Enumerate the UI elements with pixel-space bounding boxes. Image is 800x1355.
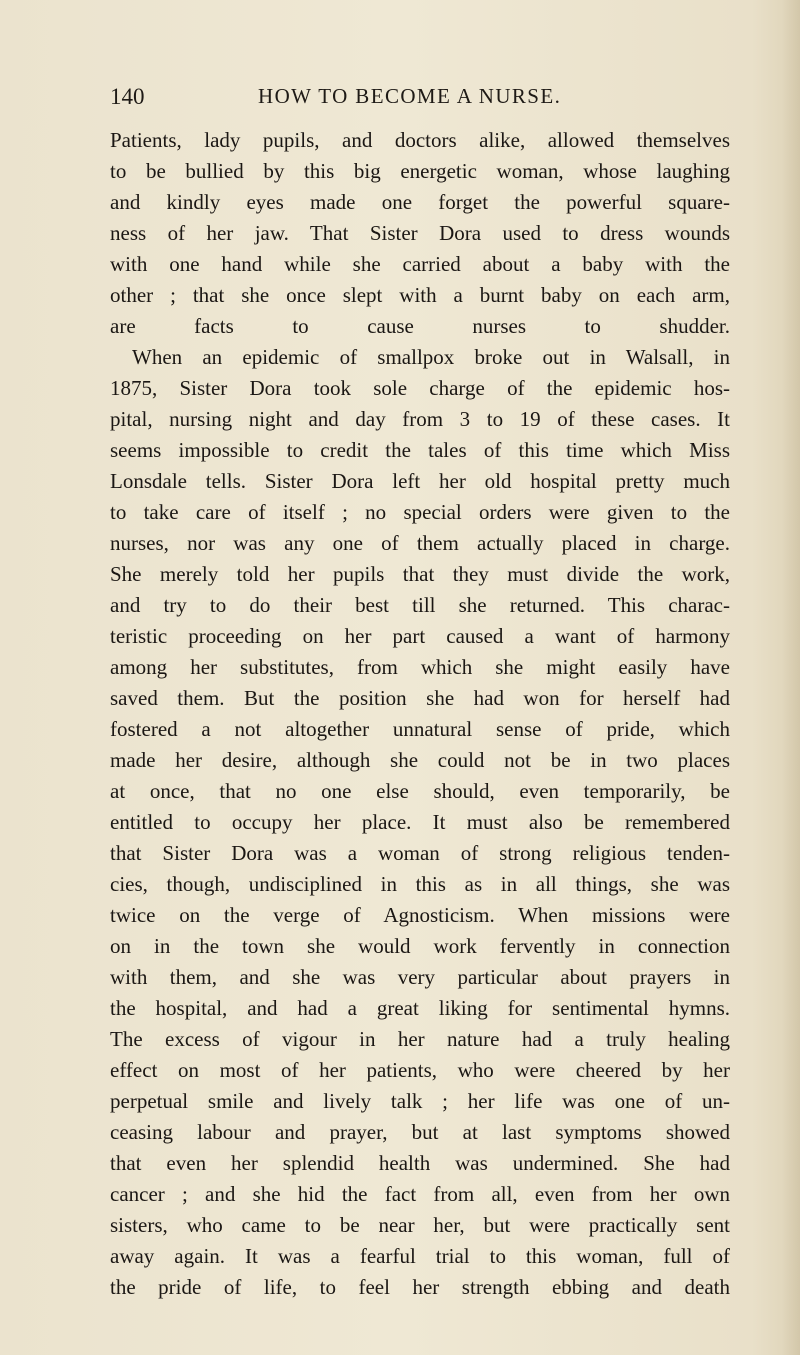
text-line: perpetual smile and lively talk ; her life was one of un- — [110, 1089, 730, 1113]
text-line: to take care of itself ; no special orders were given to the — [110, 500, 730, 524]
page-number: 140 — [110, 84, 145, 109]
text-line: on in the town she would work fervently in connection — [110, 934, 730, 958]
text-line: sisters, who came to be near her, but were practically sent — [110, 1213, 730, 1237]
text-line: that even her splendid health was undermined. She had — [110, 1151, 730, 1175]
text-line: Patients, lady pupils, and doctors alike, allowed themselves — [110, 128, 730, 152]
text-line: with one hand while she carried about a baby with the — [110, 252, 730, 276]
body-text — [110, 125, 730, 1303]
text-line: effect on most of her patients, who were cheered by her — [110, 1058, 730, 1082]
text-line: that Sister Dora was a woman of strong religious tenden- — [110, 841, 730, 865]
text-line: other ; that she once slept with a burnt baby on each arm, — [110, 283, 730, 307]
text-line: twice on the verge of Agnosticism. When missions were — [110, 903, 730, 927]
text-line: nurses, nor was any one of them actually placed in charge. — [110, 531, 730, 555]
text-line: cies, though, undisciplined in this as in all things, she was — [110, 872, 730, 896]
text-line: The excess of vigour in her nature had a truly healing — [110, 1027, 730, 1051]
text-line: pital, nursing night and day from 3 to 19 of these cases. It — [110, 407, 730, 431]
running-head: HOW TO BECOME A NURSE. — [258, 84, 562, 108]
text-line: to be bullied by this big energetic woman, whose laughing — [110, 159, 730, 183]
text-line: and kindly eyes made one forget the powerful square- — [110, 190, 730, 214]
text-line: are facts to cause nurses to shudder. — [110, 314, 730, 338]
text-line: at once, that no one else should, even temporarily, be — [110, 779, 730, 803]
text-line: among her substitutes, from which she might easily have — [110, 655, 730, 679]
text-line: made her desire, although she could not be in two places — [110, 748, 730, 772]
text-line: with them, and she was very particular about prayers in — [110, 965, 730, 989]
text-line: away again. It was a fearful trial to this woman, full of — [110, 1244, 730, 1268]
text-line: ness of her jaw. That Sister Dora used to dress wounds — [110, 221, 730, 245]
text-line: seems impossible to credit the tales of this time which Miss — [110, 438, 730, 462]
text-line: 1875, Sister Dora took sole charge of the epidemic hos- — [110, 376, 730, 400]
page-edge-shadow — [782, 0, 800, 1355]
text-line: When an epidemic of smallpox broke out in Walsall, in — [132, 345, 730, 369]
text-line: the pride of life, to feel her strength ebbing and death — [110, 1275, 730, 1299]
text-line: entitled to occupy her place. It must also be remembered — [110, 810, 730, 834]
text-line: Lonsdale tells. Sister Dora left her old hospital pretty much — [110, 469, 730, 493]
text-line: cancer ; and she hid the fact from all, even from her own — [110, 1182, 730, 1206]
text-line: ceasing labour and prayer, but at last symptoms showed — [110, 1120, 730, 1144]
text-line: saved them. But the position she had won for herself had — [110, 686, 730, 710]
page-header — [110, 84, 730, 116]
text-line: and try to do their best till she returned. This charac- — [110, 593, 730, 617]
text-line: the hospital, and had a great liking for sentimental hymns. — [110, 996, 730, 1020]
text-line: teristic proceeding on her part caused a want of harmony — [110, 624, 730, 648]
text-line: fostered a not altogether unnatural sense of pride, which — [110, 717, 730, 741]
text-line: She merely told her pupils that they must divide the work, — [110, 562, 730, 586]
